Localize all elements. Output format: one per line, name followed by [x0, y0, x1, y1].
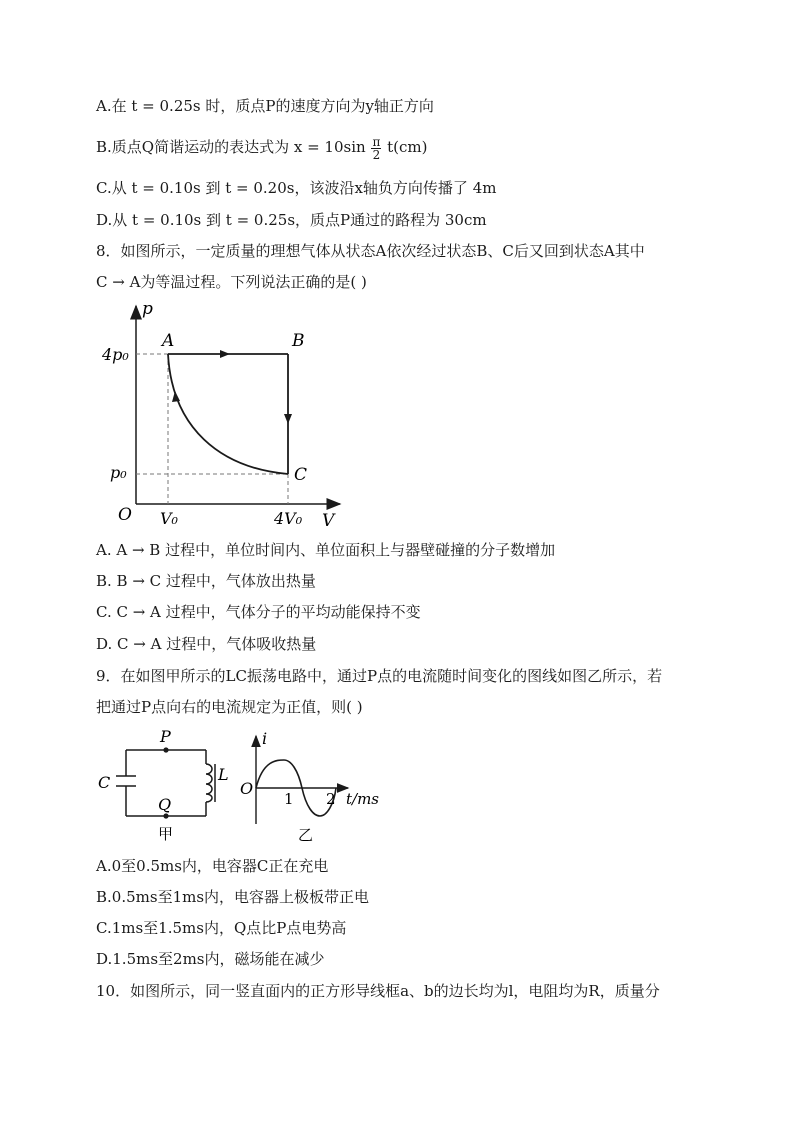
- arrow-a-to-b: [220, 350, 230, 358]
- q7-option-b-text: B.质点Q简谐运动的表达式为 x = 10sin: [96, 138, 366, 156]
- fraction-denominator: 2: [372, 147, 381, 162]
- q9-option-a: A.0至0.5ms内，电容器C正在充电: [96, 857, 329, 875]
- q9-stem-line1: 9．在如图甲所示的LC振荡电路中，通过P点的电流随时间变化的图线如图乙所示，若: [96, 667, 663, 685]
- point-c-label: C: [294, 465, 308, 485]
- t-axis-label: t/ms: [346, 790, 380, 808]
- v-axis-label: V: [322, 511, 335, 531]
- tick-4p0: 4p₀: [102, 345, 129, 364]
- q9-option-b: B.0.5ms至1ms内，电容器上极板带正电: [96, 888, 370, 906]
- caption-jia: 甲: [158, 825, 174, 843]
- i-axis-label: i: [262, 730, 268, 748]
- tick-v0: V₀: [160, 509, 178, 528]
- p-axis-label: p: [142, 299, 153, 319]
- process-c-to-a: [168, 354, 288, 474]
- q8-option-a: A. A → B 过程中，单位时间内、单位面积上与器壁碰撞的分子数增加: [96, 541, 556, 559]
- q7-option-d: D.从 t = 0.10s 到 t = 0.25s，质点P通过的路程为 30cm: [96, 211, 487, 229]
- arrow-b-to-c: [284, 414, 292, 424]
- fraction-numerator: π: [372, 134, 381, 149]
- pv-diagram: [100, 298, 360, 534]
- label-p: P: [160, 727, 171, 746]
- tick-p0: p₀: [110, 463, 127, 482]
- origin-label: O: [118, 505, 132, 525]
- q7-option-b: [96, 134, 427, 161]
- q7-option-a: A.在 t = 0.25s 时，质点P的速度方向为y轴正方向: [96, 97, 434, 115]
- tick-4v0: 4V₀: [274, 509, 303, 528]
- label-l: L: [218, 765, 229, 784]
- q8-stem-line1: 8．如图所示，一定质量的理想气体从状态A依次经过状态B、C后又回到状态A其中: [96, 242, 645, 260]
- q10-stem-line1: 10．如图所示，同一竖直面内的正方形导线框a、b的边长均为l，电阻均为R，质量分: [96, 982, 660, 1000]
- label-c: C: [98, 773, 111, 792]
- q7-option-c: C.从 t = 0.10s 到 t = 0.20s，该波沿x轴负方向传播了 4m: [96, 179, 497, 197]
- q7-option-b-tail: t(cm): [387, 138, 428, 156]
- q8-option-d: D. C → A 过程中，气体吸收热量: [96, 635, 317, 653]
- point-a-label: A: [162, 331, 175, 351]
- tick-2: 2: [326, 790, 336, 808]
- lc-circuit-diagram: [94, 726, 234, 844]
- arrow-c-to-a: [172, 391, 180, 402]
- label-q: Q: [158, 795, 172, 814]
- tick-1: 1: [284, 790, 294, 808]
- current-time-graph: [232, 730, 392, 846]
- q9-stem-line2: 把通过P点向右的电流规定为正值，则( ): [96, 698, 363, 716]
- q9-option-c: C.1ms至1.5ms内，Q点比P点电势高: [96, 919, 347, 937]
- origin-label-2: O: [240, 779, 254, 798]
- point-b-label: B: [292, 331, 305, 351]
- q8-option-b: B. B → C 过程中，气体放出热量: [96, 572, 316, 590]
- q9-option-d: D.1.5ms至2ms内，磁场能在减少: [96, 950, 325, 968]
- inductor-coil: [206, 764, 212, 802]
- caption-yi: 乙: [298, 826, 314, 844]
- q8-option-c: C. C → A 过程中，气体分子的平均动能保持不变: [96, 603, 421, 621]
- node-q: [163, 813, 168, 818]
- node-p: [163, 747, 168, 752]
- q8-stem-line2: C → A为等温过程。下列说法正确的是( ): [96, 273, 367, 291]
- pi-over-2-fraction: [371, 136, 381, 161]
